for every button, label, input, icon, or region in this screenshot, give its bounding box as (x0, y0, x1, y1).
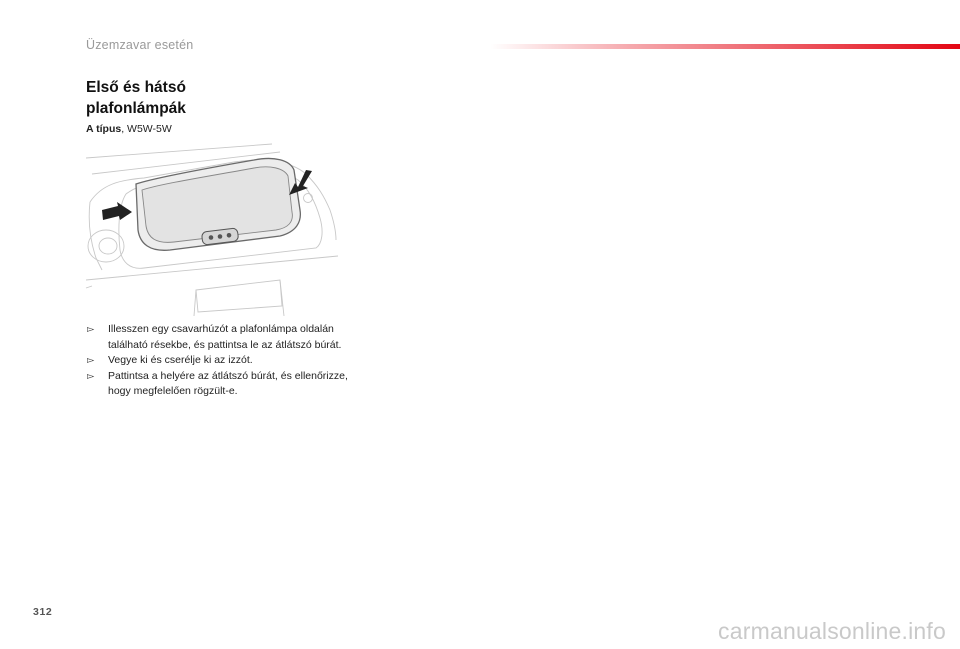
bottom-panel-edge-left (194, 290, 196, 316)
bulb-type-line (86, 123, 172, 135)
section-title-line-1: Első és hátsó (86, 79, 186, 96)
right-mount-ring (304, 194, 313, 203)
triangle-bullet-icon: ▻ (87, 370, 95, 382)
watermark: carmanualsonline.info (718, 618, 946, 644)
instruction-step (86, 369, 348, 400)
triangle-bullet-icon: ▻ (87, 324, 95, 335)
type-value: , W5W-5W (121, 123, 172, 135)
section-title (86, 77, 286, 119)
instruction-step (86, 322, 348, 353)
instruction-list (86, 322, 348, 400)
bottom-panel-edge-right (280, 280, 284, 316)
left-knob-inner (99, 238, 117, 254)
left-knob-outer (88, 230, 124, 262)
bottom-panel (196, 280, 282, 312)
instruction-text: Pattintsa a helyére az átlátszó búrát, és ellenőrizze, hogy megfelelően rögzült-e. (108, 369, 348, 398)
headliner-outline-left (89, 202, 102, 270)
arrow-left-pointer (102, 202, 132, 220)
headliner-lower-tick (86, 286, 92, 288)
header-title: Üzemzavar esetén (86, 38, 194, 52)
instruction-step (86, 353, 348, 369)
page-number: 312 (33, 606, 53, 618)
header-accent-rule (490, 44, 960, 49)
instruction-text: Vegye ki és cserélje ki az izzót. (108, 354, 253, 367)
section-title-line-2: plafonlámpák (86, 100, 186, 117)
instruction-text: Illesszen egy csavarhúzót a plafonlámpa oldalán található résekbe, és pattintsa le az átlátszó búrát. (108, 323, 342, 351)
triangle-bullet-icon: ▻ (87, 355, 95, 367)
ceiling-lamp-illustration (84, 140, 342, 320)
lamp-body (136, 158, 300, 250)
type-label: A típus (86, 123, 122, 135)
